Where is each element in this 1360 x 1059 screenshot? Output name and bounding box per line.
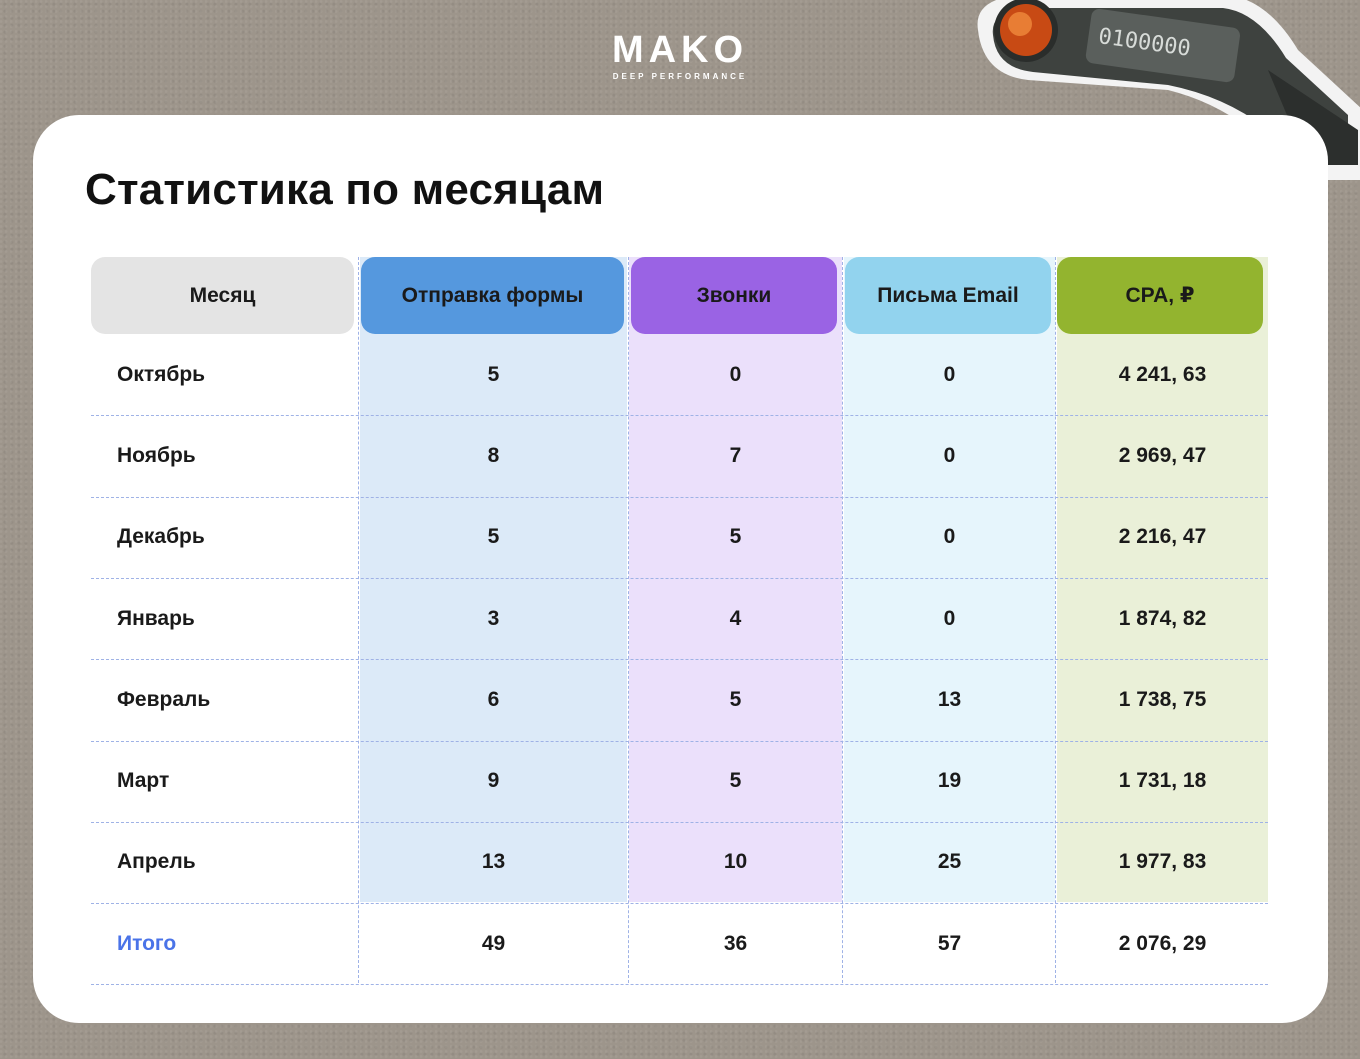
- cell-email: 25: [937, 850, 962, 874]
- cell-cpa: 1 977, 83: [1118, 850, 1207, 874]
- cell-month: Январь: [117, 606, 195, 630]
- cell-forms: 13: [481, 850, 506, 874]
- cell-email: 0: [943, 606, 956, 630]
- total-forms: 49: [481, 931, 506, 955]
- header-email: Письма Email: [845, 257, 1051, 334]
- header-calls: Звонки: [631, 257, 837, 334]
- cell-calls: 7: [729, 443, 742, 467]
- cell-month: Апрель: [117, 850, 196, 874]
- cell-forms: 9: [487, 769, 500, 793]
- cell-month: Ноябрь: [117, 443, 196, 467]
- header-month: Месяц: [91, 257, 354, 334]
- total-cpa: 2 076, 29: [1118, 931, 1207, 955]
- cell-forms: 5: [487, 362, 500, 386]
- stats-card: [33, 115, 1328, 1023]
- total-email: 57: [937, 931, 962, 955]
- cell-forms: 6: [487, 687, 500, 711]
- cell-calls: 5: [729, 769, 742, 793]
- cell-forms: 3: [487, 606, 500, 630]
- column-divider: [1055, 257, 1056, 983]
- cell-calls: 0: [729, 362, 742, 386]
- cell-email: 0: [943, 443, 956, 467]
- cell-cpa: 1 874, 82: [1118, 606, 1207, 630]
- brand-logo: [560, 30, 800, 81]
- total-calls: 36: [723, 931, 748, 955]
- cell-forms: 8: [487, 443, 500, 467]
- column-divider: [842, 257, 843, 983]
- cell-calls: 10: [723, 850, 748, 874]
- header-cpa: CPA, ₽: [1057, 257, 1263, 334]
- cell-month: Февраль: [117, 687, 211, 711]
- page-title: Статистика по месяцам: [85, 165, 605, 214]
- cell-cpa: 4 241, 63: [1118, 362, 1207, 386]
- cell-email: 19: [937, 769, 962, 793]
- total-month: Итого: [117, 931, 177, 955]
- cell-email: 0: [943, 525, 956, 549]
- cell-cpa: 2 969, 47: [1118, 443, 1207, 467]
- cell-calls: 4: [729, 606, 742, 630]
- device-display-text: 0100000: [1096, 24, 1193, 62]
- cell-month: Март: [117, 769, 170, 793]
- cell-cpa: 2 216, 47: [1118, 525, 1207, 549]
- header-forms: Отправка формы: [361, 257, 624, 334]
- brand-name: MAKO: [611, 29, 749, 71]
- cell-forms: 5: [487, 525, 500, 549]
- row-divider: [91, 984, 1268, 985]
- cell-cpa: 1 738, 75: [1118, 687, 1207, 711]
- stats-table: [91, 257, 1268, 983]
- cell-email: 0: [943, 362, 956, 386]
- cell-month: Октябрь: [117, 362, 206, 386]
- brand-tagline: DEEP PERFORMANCE: [612, 72, 748, 81]
- column-divider: [358, 257, 359, 983]
- cell-cpa: 1 731, 18: [1118, 769, 1207, 793]
- cell-email: 13: [937, 687, 962, 711]
- cell-calls: 5: [729, 687, 742, 711]
- cell-calls: 5: [729, 525, 742, 549]
- cell-month: Декабрь: [117, 525, 205, 549]
